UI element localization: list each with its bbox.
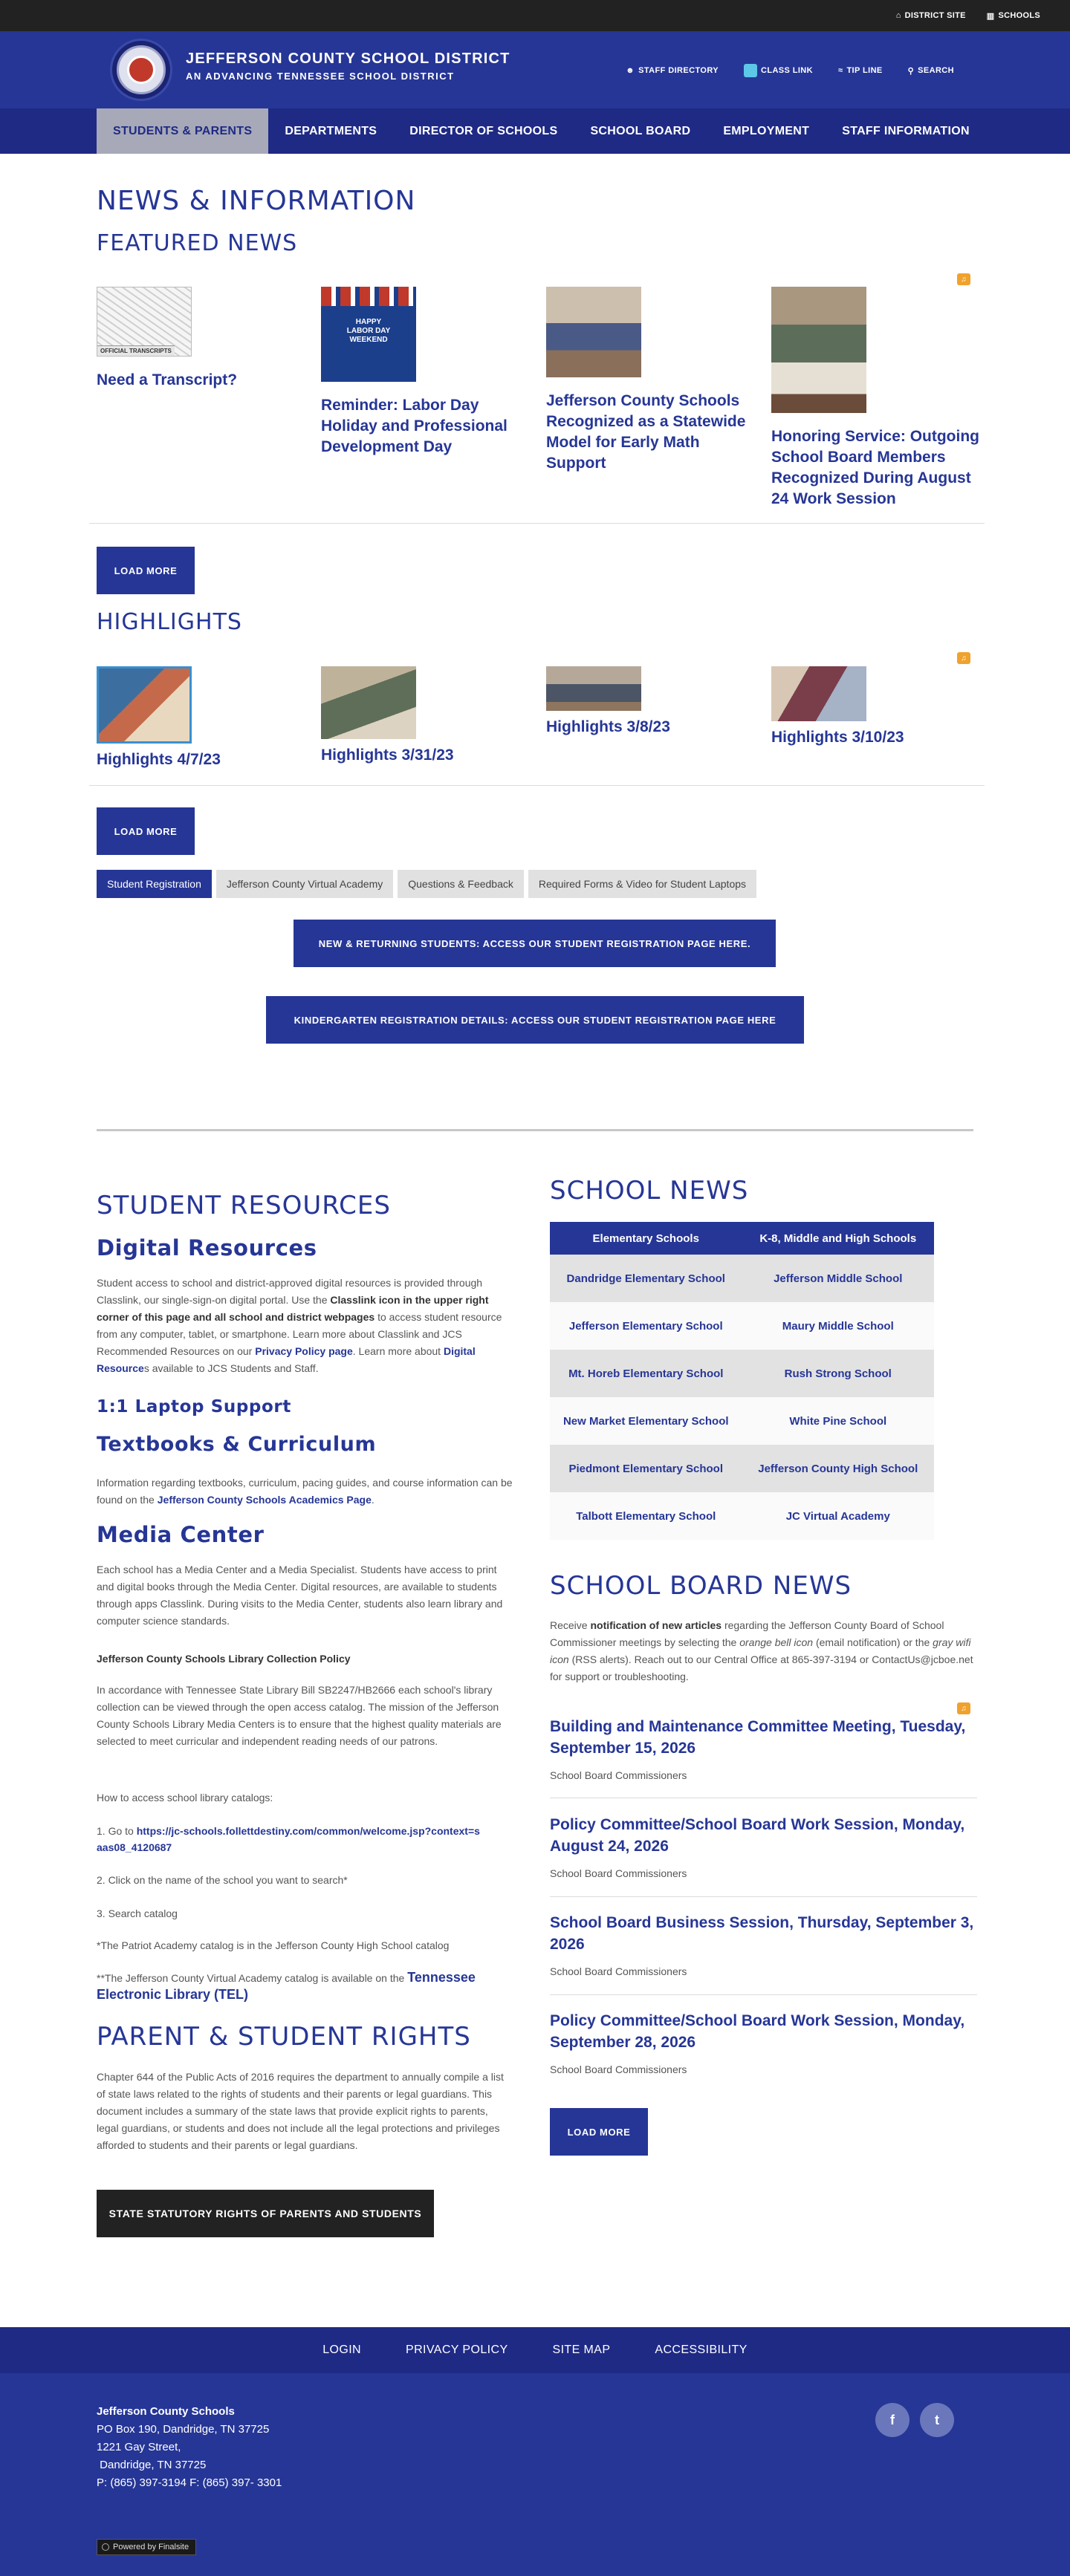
laptop-support-heading[interactable]: 1:1 Laptop Support <box>97 1397 291 1417</box>
footer-address-line: PO Box 190, Dandridge, TN 37725 <box>97 2423 270 2436</box>
board-news-title[interactable]: Policy Committee/School Board Work Session, Monday, August 24, 2026 <box>550 1816 965 1855</box>
board-news-title[interactable]: School Board Business Session, Thursday, September 3, 2026 <box>550 1914 974 1953</box>
library-policy-text: In accordance with Tennessee State Library Bill SB2247/HB2666 each school's library collection can be viewed through the open access catalog. The mission of the Jefferson County Schools Library Media Centers is to ensure that the highest quality materials are selected to meet curricular and independent reading needs of our patrons. <box>97 1684 502 1747</box>
library-policy-title: Jefferson County Schools Library Collection Policy <box>97 1653 351 1665</box>
header-links <box>626 64 954 77</box>
thumbnail-caption: OFFICIAL TRANSCRIPTS <box>97 345 175 356</box>
section-divider <box>89 523 985 524</box>
board-news-source: School Board Commissioners <box>550 1769 687 1781</box>
text-segment: Information regarding textbooks, curriculum, pacing guides, and course information can be found on the <box>97 1477 513 1506</box>
nav-departments[interactable]: DEPARTMENTS <box>285 124 377 137</box>
school-link[interactable]: Mt. Horeb Elementary School <box>550 1350 742 1397</box>
item-divider <box>550 1896 977 1897</box>
thumbnail-caption: HAPPY LABOR DAY WEEKEND <box>346 318 391 344</box>
registration-tabs <box>97 870 756 898</box>
nav-employment[interactable]: EMPLOYMENT <box>723 124 810 137</box>
table-row <box>550 1255 934 1302</box>
media-center-heading: Media Center <box>97 1522 265 1547</box>
column-header: K-8, Middle and High Schools <box>742 1222 935 1255</box>
footer-org-name: Jefferson County Schools <box>97 2405 235 2418</box>
search-icon: ⚲ <box>907 66 915 76</box>
highlight-photo[interactable] <box>771 666 866 721</box>
twitter-icon[interactable]: t <box>920 2403 954 2437</box>
site-header <box>0 31 1070 108</box>
school-news-table <box>550 1222 934 1540</box>
text-segment-italic: gray wifi icon <box>550 1636 971 1665</box>
highlights-heading: HIGHLIGHTS <box>97 609 242 635</box>
utility-bar <box>0 0 1070 31</box>
finalsite-logo-icon <box>102 2543 109 2551</box>
footer-address <box>97 2403 282 2492</box>
text-segment: s available to JCS Students and Staff. <box>143 1362 319 1374</box>
home-icon: ⌂ <box>895 11 901 20</box>
school-news-heading: SCHOOL NEWS <box>550 1176 749 1206</box>
footer-sitemap-link[interactable]: SITE MAP <box>552 2344 611 2356</box>
table-row <box>550 1492 934 1540</box>
classlink-icon <box>744 64 757 77</box>
bell-icon[interactable]: ♫ <box>957 273 970 285</box>
section-divider <box>89 785 985 786</box>
tip-line-link[interactable] <box>838 64 883 77</box>
powered-by-label: Powered by Finalsite <box>113 2543 189 2551</box>
board-news-item[interactable] <box>550 1716 977 1781</box>
bell-icon[interactable]: ♫ <box>957 1702 970 1714</box>
schools-label: SCHOOLS <box>998 11 1040 20</box>
text-segment: (RSS alerts). Reach out to our Central Office at 865-397-3194 or ContactUs@jcboe.net for support or troubleshooting. <box>550 1653 973 1682</box>
section-divider <box>97 1129 973 1131</box>
news-heading: NEWS & INFORMATION <box>97 186 416 216</box>
school-link[interactable]: Jefferson Elementary School <box>550 1302 742 1350</box>
academics-page-link[interactable]: Jefferson County Schools Academics Page <box>157 1494 372 1506</box>
schools-icon: ▥ <box>986 11 995 21</box>
footer-phone: P: (865) 397-3194 F: (865) 397- 3301 <box>97 2476 282 2489</box>
textbooks-heading: Textbooks & Curriculum <box>97 1433 377 1456</box>
highlight-title[interactable]: Highlights 3/8/23 <box>546 718 670 735</box>
school-board-news-heading: SCHOOL BOARD NEWS <box>550 1571 852 1601</box>
school-link[interactable]: Rush Strong School <box>742 1350 935 1397</box>
privacy-policy-link[interactable]: Privacy Policy page <box>255 1345 353 1357</box>
text-segment-bold: notification of new articles <box>590 1619 722 1631</box>
school-link[interactable]: JC Virtual Academy <box>742 1492 935 1540</box>
class-link-label: CLASS LINK <box>761 66 813 75</box>
featured-title[interactable]: Reminder: Labor Day Holiday and Professional Development Day <box>321 397 508 455</box>
search-link[interactable] <box>908 64 954 77</box>
table-header-row <box>550 1222 934 1255</box>
board-news-item[interactable] <box>550 1912 977 1977</box>
text-segment: (email notification) or the <box>813 1636 933 1648</box>
table-row <box>550 1445 934 1492</box>
catalog-step-1 <box>97 1823 483 1855</box>
tip-line-label: TIP LINE <box>846 66 883 75</box>
highlight-photo[interactable] <box>321 666 416 739</box>
statutory-rights-button[interactable]: STATE STATUTORY RIGHTS OF PARENTS AND STUDENTS <box>97 2190 434 2237</box>
nav-director-of-schools[interactable]: DIRECTOR OF SCHOOLS <box>409 124 558 137</box>
footer-address-line: Dandridge, TN 37725 <box>97 2459 207 2471</box>
catalog-note-1: *The Patriot Academy catalog is in the Jefferson County High School catalog <box>97 1939 450 1951</box>
highlight-card[interactable] <box>546 666 762 738</box>
table-row <box>550 1302 934 1350</box>
student-resources-heading: STUDENT RESOURCES <box>97 1191 391 1220</box>
class-link-link[interactable] <box>744 64 813 77</box>
logo-seal <box>117 45 166 94</box>
textbooks-text <box>97 1474 513 1509</box>
follett-destiny-link[interactable]: https://jc-schools.follettdestiny.com/common/welcome.jsp?context=saas08_4120687 <box>97 1825 480 1853</box>
tab-student-registration[interactable]: Student Registration <box>97 870 212 898</box>
board-members-photo[interactable] <box>771 287 866 413</box>
school-link[interactable]: White Pine School <box>742 1397 935 1445</box>
highlight-photo[interactable] <box>546 666 641 711</box>
parent-rights-text: Chapter 644 of the Public Acts of 2016 requires the department to annually compile a list of state laws related to the rights of students and their parents or legal guardians. This document includes a summary of the state laws that provide explicit rights to parents, legal guardians, or students and does not include all the legal protections and privileges afforded to students and their parents or legal guardians. <box>97 2071 504 2151</box>
highlight-card[interactable] <box>97 666 312 770</box>
column-header: Elementary Schools <box>550 1222 742 1255</box>
school-link[interactable]: New Market Elementary School <box>550 1397 742 1445</box>
highlight-title[interactable]: Highlights 4/7/23 <box>97 751 221 768</box>
footer-navigation <box>0 2327 1070 2373</box>
text-segment: . Learn more about <box>352 1345 444 1357</box>
featured-load-more-button[interactable]: LOAD MORE <box>97 547 195 594</box>
tel-link[interactable]: Tennessee Electronic Library (TEL) <box>97 1970 476 2002</box>
tab-laptop-forms[interactable]: Required Forms & Video for Student Laptops <box>528 870 756 898</box>
tab-questions-feedback[interactable]: Questions & Feedback <box>398 870 524 898</box>
nav-school-board[interactable]: SCHOOL BOARD <box>590 124 691 137</box>
highlight-card[interactable] <box>771 666 987 748</box>
district-site-label: DISTRICT SITE <box>904 11 966 20</box>
highlight-photo[interactable] <box>97 666 192 744</box>
featured-card[interactable] <box>97 287 312 391</box>
text-segment: 1. Go to <box>97 1825 137 1837</box>
highlight-title[interactable]: Highlights 3/10/23 <box>771 729 904 746</box>
featured-card[interactable] <box>771 287 987 510</box>
schools-link[interactable] <box>987 11 1040 21</box>
highlight-title[interactable]: Highlights 3/31/23 <box>321 747 454 764</box>
footer-privacy-link[interactable]: PRIVACY POLICY <box>406 2344 508 2356</box>
footer <box>0 2373 1070 2576</box>
featured-card[interactable] <box>321 287 536 458</box>
digital-resources-text <box>97 1275 513 1377</box>
featured-title[interactable]: Need a Transcript? <box>97 371 238 388</box>
powered-by-badge[interactable] <box>97 2539 196 2555</box>
staff-directory-link[interactable] <box>626 64 719 77</box>
digital-resource-link[interactable]: Digital Resource <box>97 1345 476 1374</box>
school-link[interactable]: Piedmont Elementary School <box>550 1445 742 1492</box>
staff-directory-label: STAFF DIRECTORY <box>638 66 719 75</box>
nav-staff-information[interactable]: STAFF INFORMATION <box>842 124 970 137</box>
user-icon: ☻ <box>626 66 635 75</box>
board-news-item[interactable] <box>550 1814 977 1879</box>
math-award-photo[interactable] <box>546 287 641 377</box>
school-link[interactable]: Jefferson Middle School <box>742 1255 935 1302</box>
text-segment: **The Jefferson County Virtual Academy catalog is available on the <box>97 1972 408 1984</box>
parent-rights-heading: PARENT & STUDENT RIGHTS <box>97 2022 471 2052</box>
labor-day-thumbnail[interactable] <box>321 287 416 382</box>
district-logo[interactable] <box>110 39 172 101</box>
site-title-subtitle: AN ADVANCING TENNESSEE SCHOOL DISTRICT <box>186 71 455 82</box>
board-news-source: School Board Commissioners <box>550 1965 687 1977</box>
board-news-title[interactable]: Building and Maintenance Committee Meeting, Tuesday, September 15, 2026 <box>550 1718 966 1757</box>
footer-accessibility-link[interactable]: ACCESSIBILITY <box>655 2344 748 2356</box>
school-link[interactable]: Talbott Elementary School <box>550 1492 742 1540</box>
highlight-card[interactable] <box>321 666 536 766</box>
wifi-icon: ≈ <box>838 66 843 75</box>
text-segment-bold: Classlink icon in the upper right corner of this page and all school and district webpages <box>97 1294 489 1323</box>
text-segment: Receive <box>550 1619 591 1631</box>
board-news-load-more-button[interactable]: LOAD MORE <box>550 2108 648 2156</box>
transcript-thumbnail[interactable] <box>97 287 192 357</box>
board-news-source: School Board Commissioners <box>550 2063 687 2075</box>
site-title-main: JEFFERSON COUNTY SCHOOL DISTRICT <box>186 51 510 67</box>
digital-resources-heading: Digital Resources <box>97 1235 317 1261</box>
text-segment-italic: orange bell icon <box>739 1636 814 1648</box>
board-news-source: School Board Commissioners <box>550 1867 687 1879</box>
catalog-step-3: 3. Search catalog <box>97 1907 178 1919</box>
media-center-text: Each school has a Media Center and a Media Specialist. Students have access to print and digital books through the Media Center. Digital resources, are available to students through apps Classlink. During visits to the Media Center, students also learn library and computer science standards. <box>97 1564 503 1627</box>
school-link[interactable]: Jefferson County High School <box>742 1445 935 1492</box>
school-link[interactable]: Dandridge Elementary School <box>550 1255 742 1302</box>
board-news-item[interactable] <box>550 2010 977 2075</box>
text-segment: to access student resource from any computer, tablet, or smartphone. Learn more about Classlink and JCS Recommended Resources on our <box>97 1311 502 1357</box>
catalog-note-2 <box>97 1969 520 2003</box>
text-segment: Student access to school and district-approved digital resources is provided through Classlink, our single-sign-on digital portal. Use the <box>97 1277 483 1306</box>
nav-students-parents[interactable]: STUDENTS & PARENTS <box>97 108 268 154</box>
catalog-step-2: 2. Click on the name of the school you want to search* <box>97 1874 348 1886</box>
school-link[interactable]: Maury Middle School <box>742 1302 935 1350</box>
catalog-instructions: How to access school library catalogs: <box>97 1792 273 1803</box>
text-segment: regarding the Jefferson County Board of School Commissioner meetings by selecting the <box>550 1619 944 1648</box>
table-row <box>550 1397 934 1445</box>
bunting-decoration <box>321 287 416 306</box>
new-returning-registration-button[interactable]: NEW & RETURNING STUDENTS: ACCESS OUR STUDENT REGISTRATION PAGE HERE. <box>294 920 776 967</box>
featured-news-heading: FEATURED NEWS <box>97 230 298 256</box>
facebook-icon[interactable]: f <box>875 2403 910 2437</box>
kindergarten-registration-button[interactable]: KINDERGARTEN REGISTRATION DETAILS: ACCESS OUR STUDENT REGISTRATION PAGE HERE <box>266 996 804 1044</box>
board-news-title[interactable]: Policy Committee/School Board Work Session, Monday, September 28, 2026 <box>550 2012 965 2051</box>
footer-address-line: 1221 Gay Street, <box>97 2441 181 2453</box>
featured-title[interactable]: Honoring Service: Outgoing School Board Members Recognized During August 24 Work Session <box>771 428 980 507</box>
site-title[interactable] <box>186 51 510 82</box>
search-label: SEARCH <box>918 66 954 75</box>
bell-icon[interactable]: ♫ <box>957 652 970 664</box>
logo-emblem <box>127 56 155 84</box>
featured-title[interactable]: Jefferson County Schools Recognized as a Statewide Model for Early Math Support <box>546 392 746 472</box>
item-divider <box>550 1994 977 1995</box>
footer-login-link[interactable]: LOGIN <box>322 2344 362 2356</box>
district-site-link[interactable] <box>896 11 966 20</box>
table-row <box>550 1350 934 1397</box>
tab-virtual-academy[interactable]: Jefferson County Virtual Academy <box>216 870 393 898</box>
main-navigation <box>0 108 1070 154</box>
board-news-intro <box>550 1617 973 1685</box>
featured-card[interactable] <box>546 287 762 474</box>
highlights-load-more-button[interactable]: LOAD MORE <box>97 807 195 855</box>
text-segment: . <box>371 1494 374 1506</box>
